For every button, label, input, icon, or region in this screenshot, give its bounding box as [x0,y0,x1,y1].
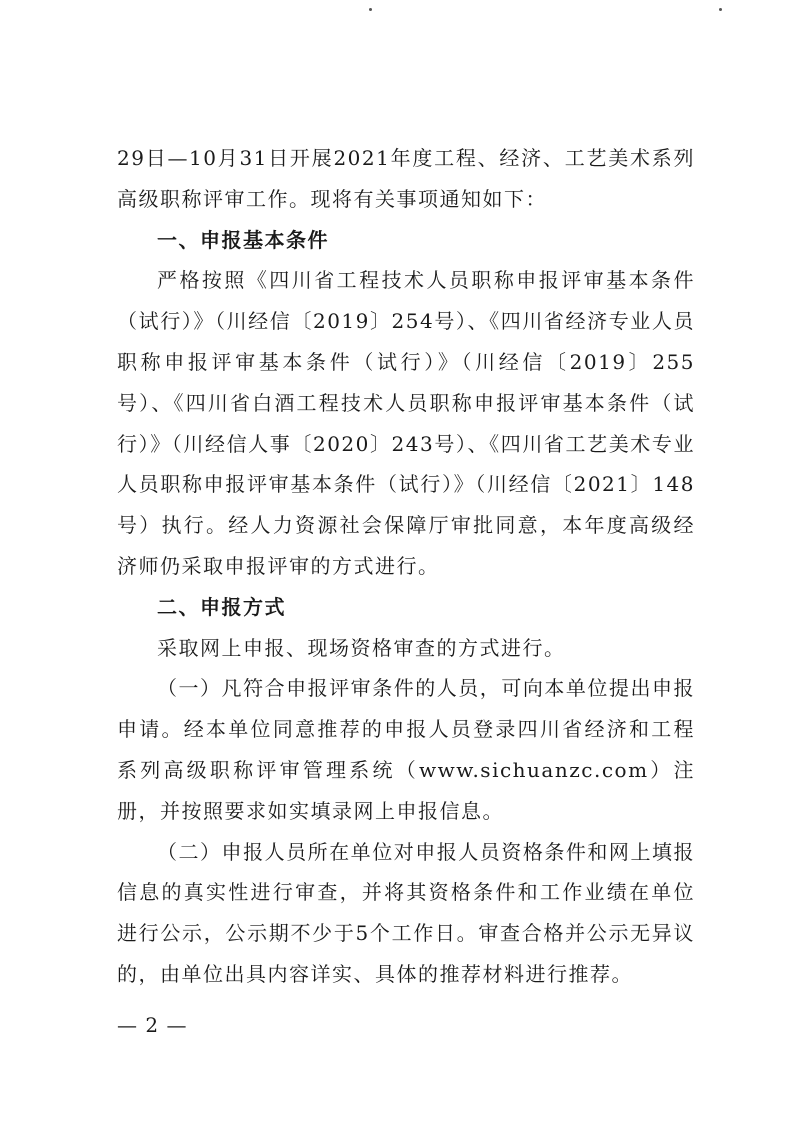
page-number: — 2 — [117,1013,188,1037]
paragraph-intro: 29日—10月31日开展2021年度工程、经济、工艺美术系列高级职称评审工作。现将有关事项通知如下： [117,146,695,211]
scan-dot [719,8,722,11]
section-heading-application-method: 二、申报方式 [157,594,286,619]
scan-dot [369,8,372,11]
paragraph-item-2: （二）申报人员所在单位对申报人员资格条件和网上填报信息的真实性进行审查，并将其资格条件和工作业绩在单位进行公示，公示期不少于5个工作日。审查合格并公示无异议的，由单位出具内容详实、具体的推荐材料进行推荐。 [117,839,695,986]
paragraph-application-method: 采取网上申报、现场资格审查的方式进行。 [157,635,566,660]
document-body [117,138,695,995]
paragraph-basic-conditions: 严格按照《四川省工程技术人员职称申报评审基本条件（试行）》（川经信〔2019〕254号）、《四川省经济专业人员职称申报评审基本条件（试行）》（川经信〔2019〕255号）、《四川省白酒工程技术人员职称申报评审基本条件（试行）》（川经信人事〔2020〕243号）、《四川省工艺美术专业人员职称申报评审基本条件（试行）》（川经信〔2021〕148号）执行。经人力资源社会保障厅审批同意，本年度高级经济师仍采取申报评审的方式进行。 [117,268,695,578]
paragraph-item-1: （一）凡符合申报评审条件的人员，可向本单位提出申报申请。经本单位同意推荐的申报人员登录四川省经济和工程系列高级职称评审管理系统（www.sichuanzc.com）注册，并按照要求如实填录网上申报信息。 [117,676,695,823]
section-heading-basic-conditions: 一、申报基本条件 [157,227,329,252]
